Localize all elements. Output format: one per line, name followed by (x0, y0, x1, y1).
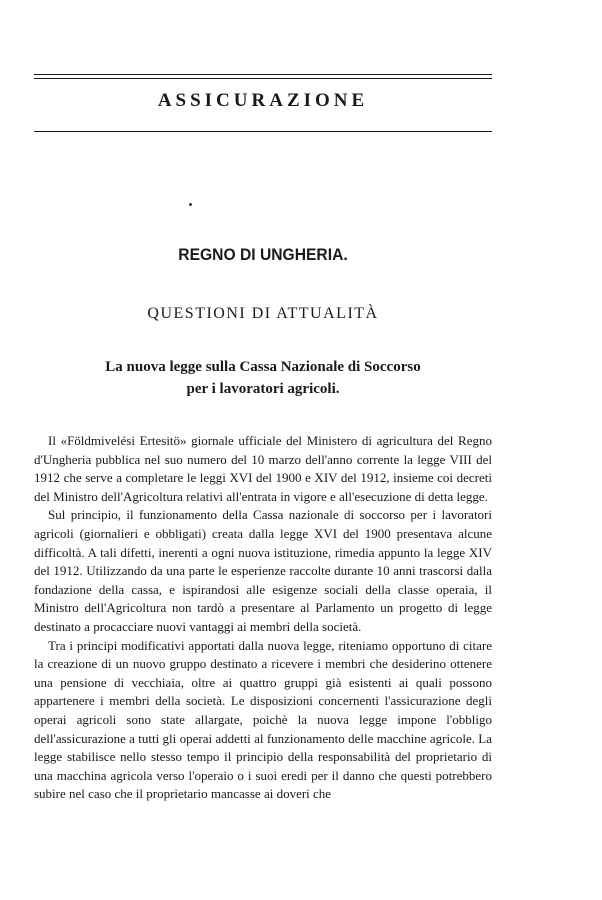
top-rule-thin (34, 74, 492, 75)
top-rule-thick (34, 78, 492, 79)
ornament-dot (189, 203, 192, 206)
subheading: QUESTIONI DI ATTUALITÀ (147, 305, 379, 322)
article-body (34, 432, 492, 804)
section-title: ASSICURAZIONE (157, 90, 369, 111)
country-heading: REGNO DI UNGHERIA. (178, 245, 348, 264)
article-title-line-2: per i lavoratori agricoli. (186, 381, 340, 397)
paragraph: Sul principio, il funzionamento della Cassa nazionale di soccorso per i lavoratori agricoli (giornalieri e obbligati) creata dalla legge XVI del 1900 presentava alcune difficoltà. A tali difetti, inerenti a ogni nuova istituzione, rimedia appunto la legge XIV del 1912. Utilizzando da una parte le esperienze raccolte durante 10 anni trascorsi dalla fondazione della cassa, e ispirandosi alle esigenze sociali della classe operaia, il Ministro dell'Agricoltura non tardò a presentare al Parlamento un progetto di legge destinato a procacciare nuovi vantaggi ai membri della società. (34, 507, 492, 634)
paragraph: Il «Földmivelési Ertesitö» giornale ufficiale del Ministero di agricultura del Regno d'Ungheria pubblica nel suo numero del 10 marzo dell'anno corrente la legge VIII del 1912 che serve a completare le leggi XVI del 1900 e XIV del 1912, insieme coi decreti del Ministro dell'Agricoltura relativi all'entrata in vigore e all'esecuzione di detta legge. (34, 433, 492, 504)
header-bottom-rule (34, 131, 492, 132)
paragraph: Tra i principi modificativi apportati dalla nuova legge, riteniamo opportuno di citare la creazione di un nuovo gruppo destinato a ricevere i membri che desiderino ottenere una pensione di vecchiaia, oltre ai quattro gruppi già esistenti ai quali possono appartenere i membri della società. Le disposizioni concernenti l'assicurazione degli operai agricoli sono state allargate, poichè la nuova legge impone l'obbligo dell'assicurazione a tutti gli operai addetti al funzionamento delle macchine agricole. La legge stabilisce nello stesso tempo il principio della responsabilità del proprietario di una macchina agricola verso l'operaio o i suoi eredi per il danno che questi potrebbero subire nel caso che il proprietario mancasse ai doveri che (34, 637, 492, 802)
article-title (34, 356, 492, 400)
article-title-line-1: La nuova legge sulla Cassa Nazionale di Soccorso (105, 359, 421, 375)
